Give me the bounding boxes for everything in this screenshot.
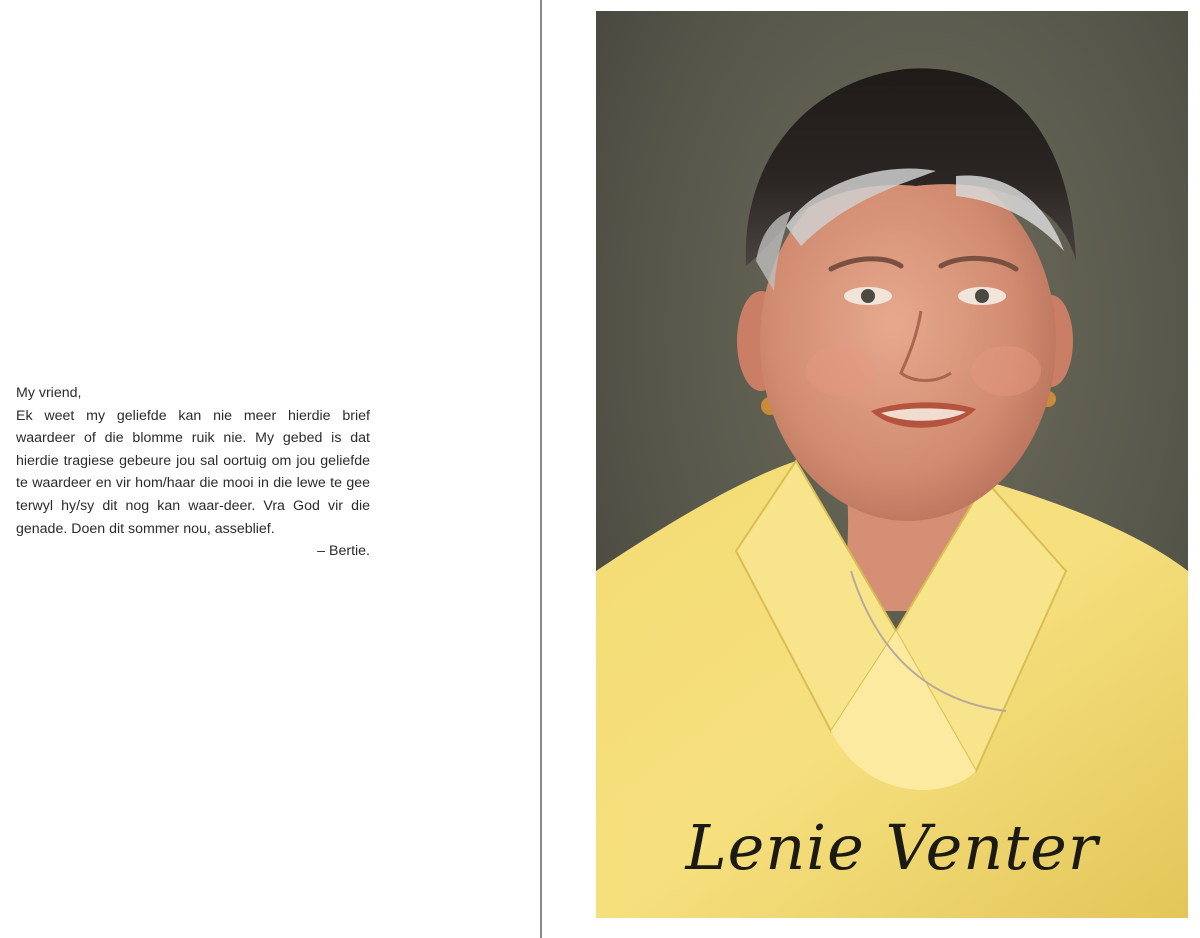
deceased-name-script: Lenie Venter: [685, 811, 1099, 884]
verse-signature: – Bertie.: [317, 543, 370, 560]
portrait-photo: [596, 11, 1188, 918]
verse-body: Ek weet my geliefde kan nie meer hierdie brief waardeer of die blomme ruik nie. My gebed is dat hierdie tragiese gebeure jou sal oortuig om jou geliefde te waardeer en vir hom/haar die mooi in die lewe te gee terwyl hy/sy dit nog kan waar-deer. Vra God vir die genade. Doen dit sommer nou, asseblief.: [16, 407, 370, 537]
inside-left-page: [0, 0, 540, 938]
portrait-illustration: [596, 11, 1188, 918]
verse-text-block: [16, 382, 370, 563]
verse-salutation: My vriend,: [16, 385, 82, 401]
